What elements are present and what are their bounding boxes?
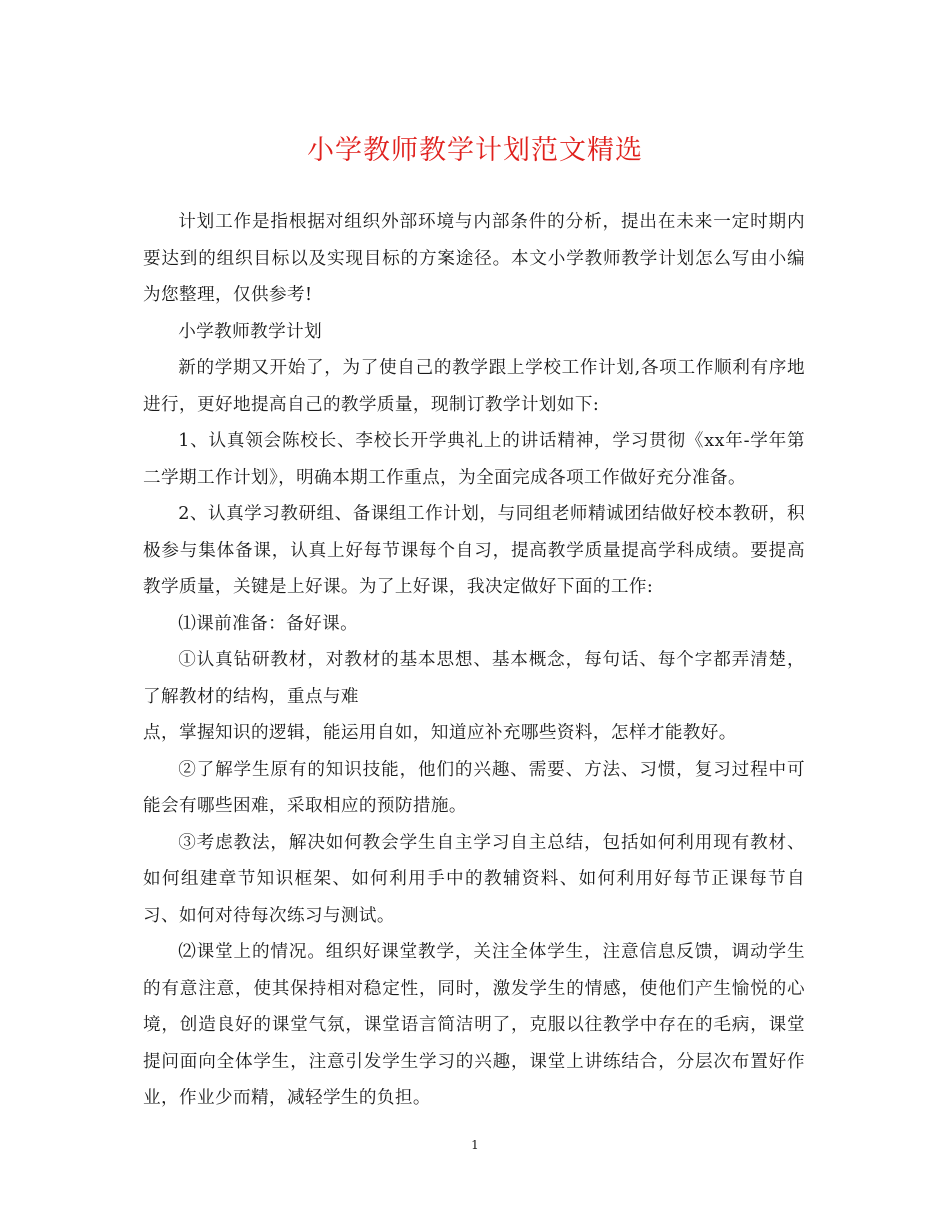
paragraph-prep-heading: ⑴课前准备：备好课。 xyxy=(178,613,359,634)
paragraph-prep-1-continued: 点，掌握知识的逻辑，能运用自如，知道应补充哪些资料，怎样才能教好。 xyxy=(143,723,737,743)
document-title: 小学教师教学计划范文精选 xyxy=(307,135,643,166)
section-heading: 小学教师教学计划 xyxy=(178,321,323,342)
page-number: 1 xyxy=(471,1138,479,1152)
paragraph-intro: 计划工作是指根据对组织外部环境与内部条件的分析，提出在未来一定时期内要达到的组织目标以及实现目标的方案途径。本文小学教师教学计划怎么写由小编为您整理，仅供参考! xyxy=(143,212,805,305)
document-body xyxy=(143,204,805,1117)
paragraph-prep-1: ①认真钻研教材，对教材的基本思想、基本概念，每句话、每个字都弄清楚，了解教材的结构，重点与难 xyxy=(143,650,805,707)
paragraph-opening: 新的学期又开始了，为了使自己的教学跟上学校工作计划,各项工作顺利有序地进行，更好地提高自己的教学质量，现制订教学计划如下: xyxy=(143,358,805,415)
paragraph-classroom: ⑵课堂上的情况。组织好课堂教学，关注全体学生，注意信息反馈，调动学生的有意注意，使其保持相对稳定性，同时，激发学生的情感，使他们产生愉悦的心境，创造良好的课堂气氛，课堂语言简洁明了，克服以往教学中存在的毛病，课堂提问面向全体学生，注意引发学生学习的兴趣，课堂上讲练结合，分层次布置好作业，作业少而精，减轻学生的负担。 xyxy=(143,942,805,1108)
paragraph-prep-3: ③考虑教法，解决如何教会学生自主学习自主总结，包括如何利用现有教材、如何组建章节知识框架、如何利用手中的教辅资料、如何利用好每节正课每节自习、如何对待每次练习与测试。 xyxy=(143,832,805,926)
paragraph-item-1: 1、认真领会陈校长、李校长开学典礼上的讲话精神，学习贯彻《xx年-学年第二学期工作计划》，明确本期工作重点，为全面完成各项工作做好充分准备。 xyxy=(143,431,805,488)
paragraph-item-2: 2、认真学习教研组、备课组工作计划，与同组老师精诚团结做好校本教研，积极参与集体备课，认真上好每节课每个自习，提高教学质量提高学科成绩。要提高教学质量，关键是上好课。为了上好课，我决定做好下面的工作: xyxy=(143,504,805,597)
paragraph-prep-2: ②了解学生原有的知识技能，他们的兴趣、需要、方法、习惯，复习过程中可能会有哪些困难，采取相应的预防措施。 xyxy=(143,759,805,816)
